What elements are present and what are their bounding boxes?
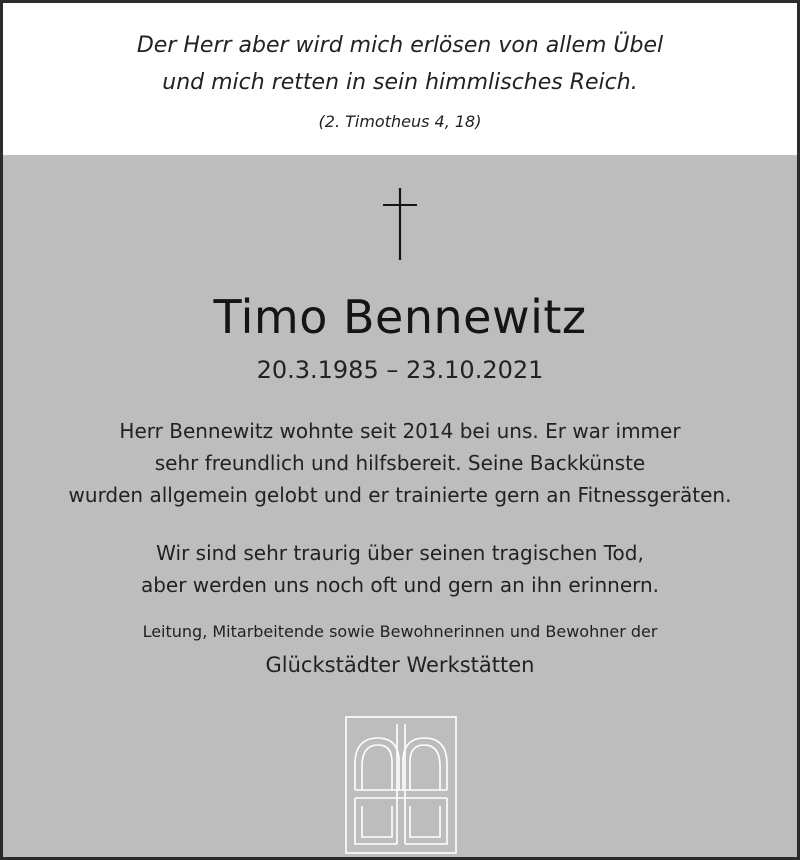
sender-line: Leitung, Mitarbeitende sowie Bewohnerinnen und Bewohner der — [142, 622, 658, 641]
tribute-line: Herr Bennewitz wohnte seit 2014 bei uns. Er war immer — [119, 419, 681, 443]
organization-name: Glückstädter Werkstätten — [265, 653, 535, 677]
verse-line-2: und mich retten in sein himmlisches Reich. — [162, 70, 638, 95]
tribute-line: aber werden uns noch oft und gern an ihn erinnern. — [140, 573, 660, 597]
verse-line-1: Der Herr aber wird mich erlösen von allem Übel — [136, 33, 664, 58]
cross-icon — [383, 188, 417, 260]
life-dates: 20.3.1985 – 23.10.2021 — [256, 356, 544, 384]
tribute-line: sehr freundlich und hilfsbereit. Seine Backkünste — [154, 451, 646, 475]
bible-verse-section — [3, 3, 797, 155]
deceased-name: Timo Bennewitz — [213, 290, 587, 344]
tribute-line: wurden allgemein gelobt und er trainierte gern an Fitnessgeräten. — [68, 483, 732, 507]
diakonie-logo-icon — [345, 716, 457, 854]
tribute-paragraph-2 — [3, 537, 797, 601]
obituary-main-section — [3, 155, 797, 857]
tribute-line: Wir sind sehr traurig über seinen tragischen Tod, — [156, 541, 644, 565]
tribute-paragraph-1 — [3, 415, 797, 511]
verse-reference: (2. Timotheus 4, 18) — [318, 112, 482, 131]
